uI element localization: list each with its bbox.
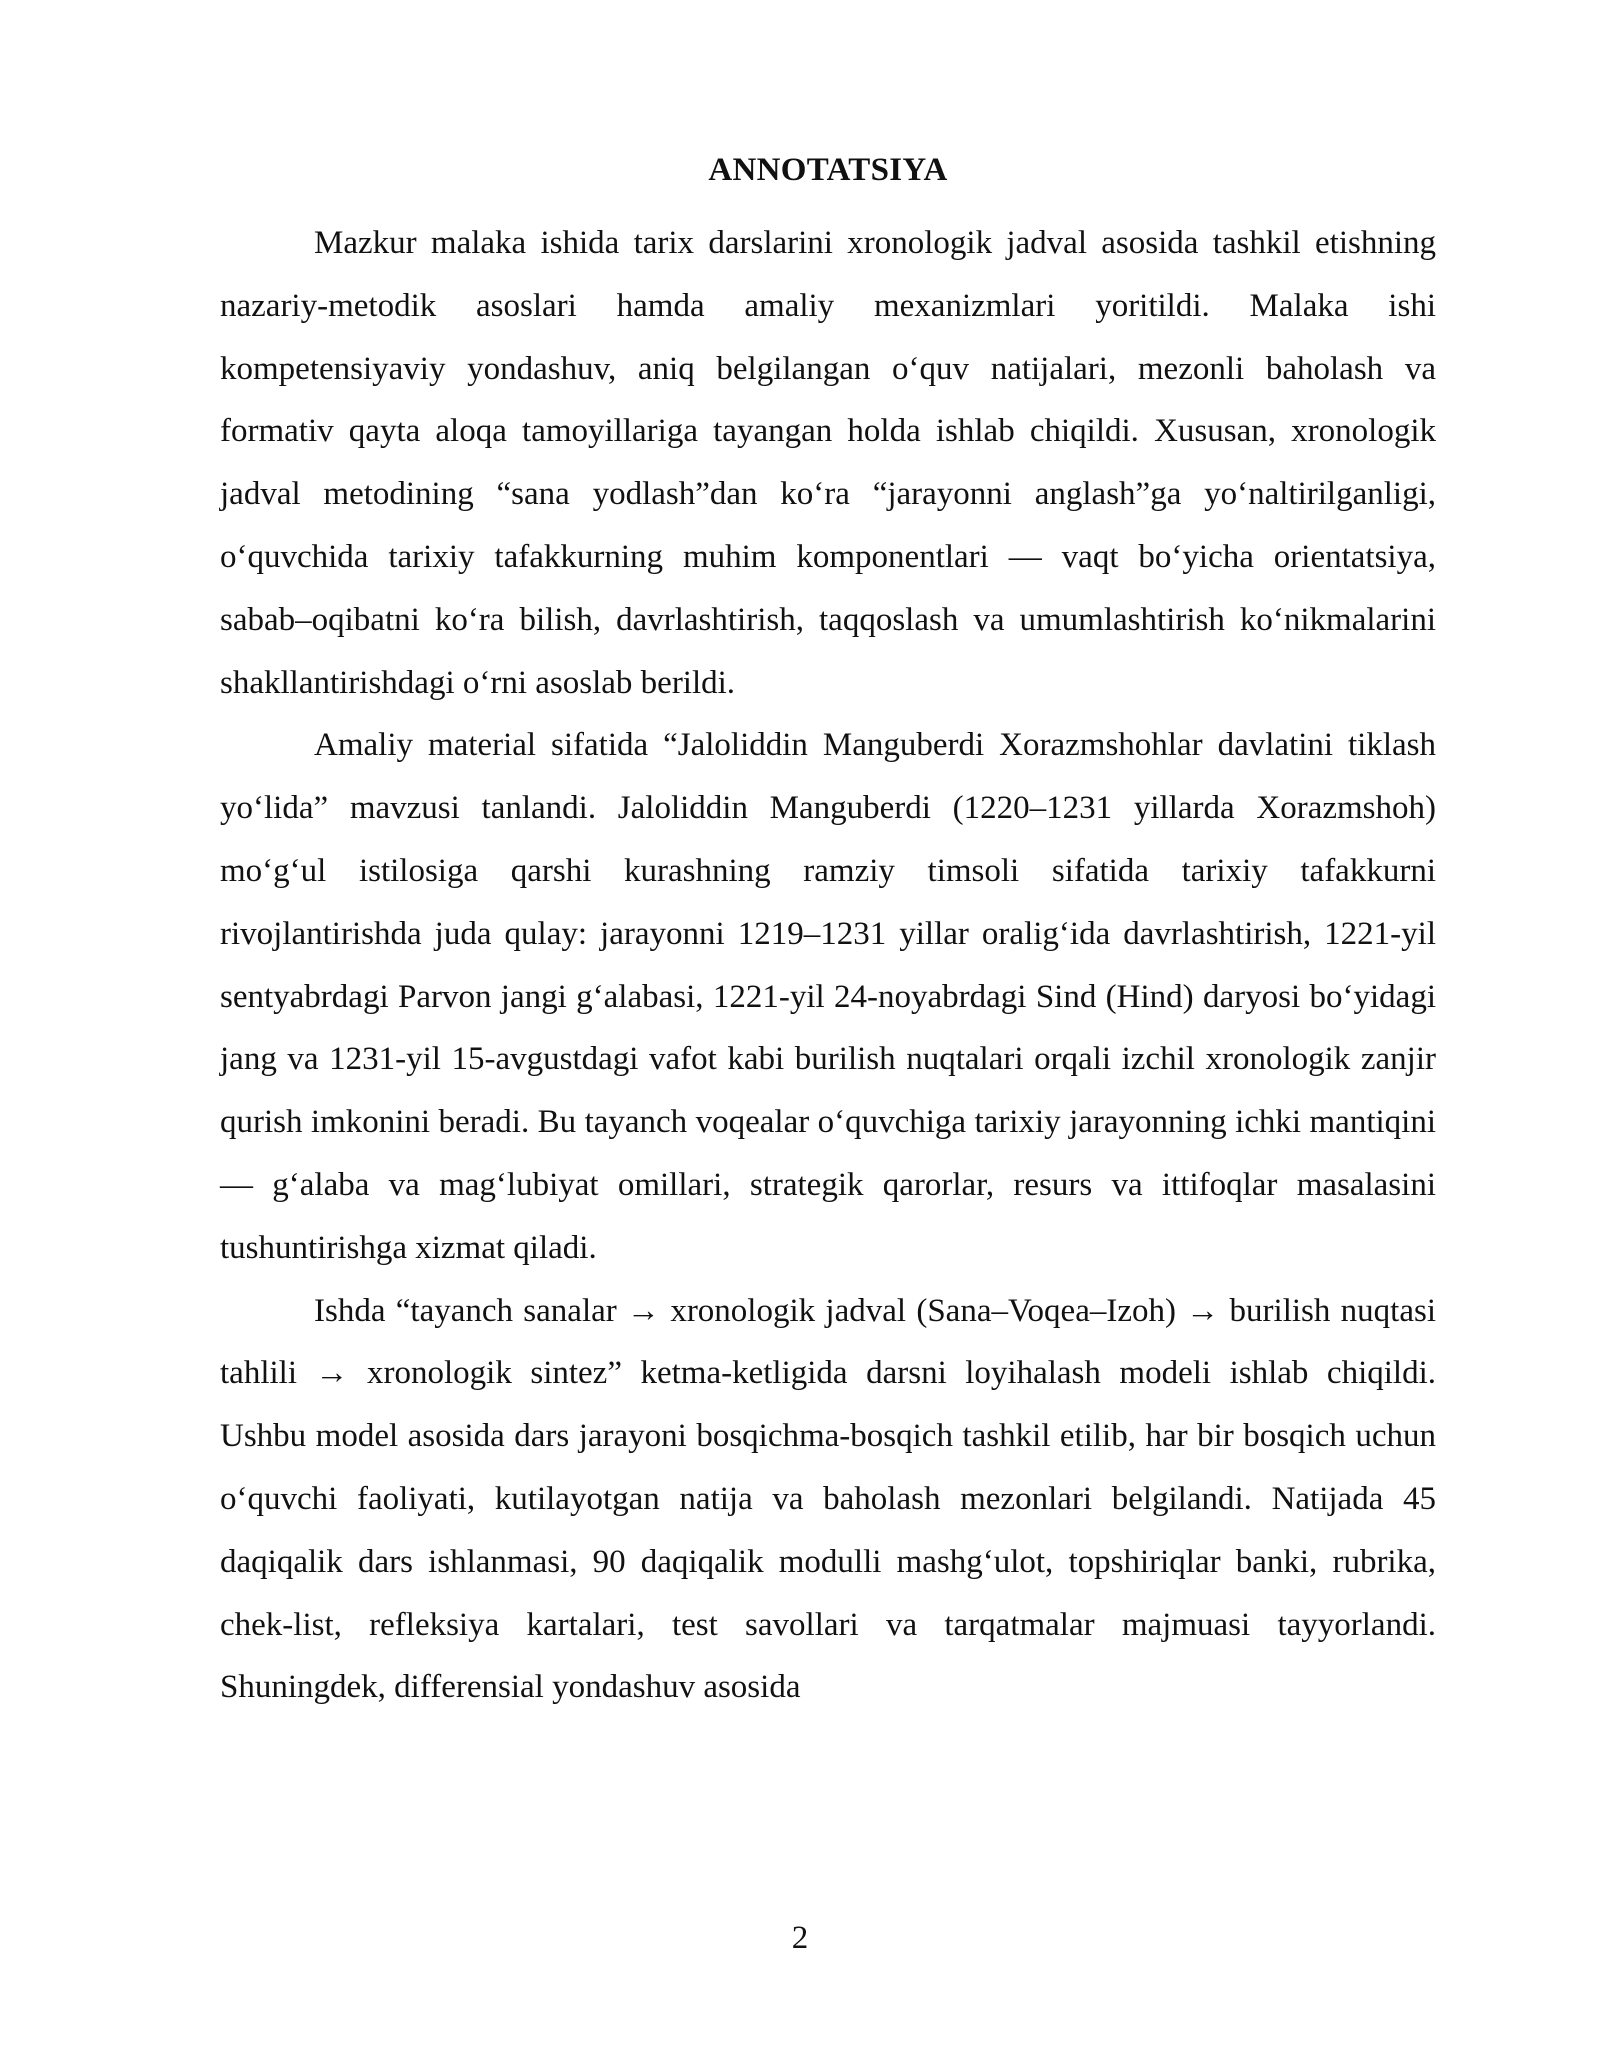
paragraph-1: Mazkur malaka ishida tarix darslarini xronologik jadval asosida tashkil etishning nazariy-metodik asoslari hamda amaliy mexanizmlari yoritildi. Malaka ishi kompetensiyaviy yondashuv, aniq belgilangan o‘quv natijalari, mezonli baholash va formativ qayta aloqa tamoyillariga tayangan holda ishlab chiqildi. Xususan, xronologik jadval metodining “sana yodlash”dan ko‘ra “jarayonni anglash”ga yo‘naltirilganligi, o‘quvchida tarixiy tafakkurning muhim komponentlari — vaqt bo‘yicha orientatsiya, sabab–oqibatni ko‘ra bilish, davrlashtirish, taqqoslash va umumlashtirish ko‘nikmalarini shakllantirishdagi o‘rni asoslab berildi.	[220, 225, 1436, 701]
paragraph-3: Ishda “tayanch sanalar → xronologik jadval (Sana–Voqea–Izoh) → burilish nuqtasi tahlili → xronologik sintez” ketma-ketligida darsni loyihalash modeli ishlab chiqildi. Ushbu model asosida dars jarayoni bosqichma-bosqich tashkil etilib, har bir bosqich uchun o‘quvchi faoliyati, kutilayotgan natija va baholash mezonlari belgilandi. Natijada 45 daqiqalik dars ishlanmasi, 90 daqiqalik modulli mashg‘ulot, topshiriqlar banki, rubrika, chek-list, refleksiya kartalari, test savollari va tarqatmalar majmuasi tayyorlandi. Shuningdek, differensial yondashuv asosida	[220, 1292, 1436, 1706]
paragraph-2: Amaliy material sifatida “Jaloliddin Manguberdi Xorazmshohlar davlatini tiklash yo‘lida” mavzusi tanlandi. Jaloliddin Manguberdi (1220–1231 yillarda Xorazmshoh) mo‘g‘ul istilosiga qarshi kurashning ramziy timsoli sifatida tarixiy tafakkurni rivojlantirishda juda qulay: jarayonni 1219–1231 yillar oralig‘ida davrlashtirish, 1221-yil sentyabrdagi Parvon jangi g‘alabasi, 1221-yil 24-noyabrdagi Sind (Hind) daryosi bo‘yidagi jang va 1231-yil 15-avgustdagi vafot kabi burilish nuqtalari orqali izchil xronologik zanjir qurish imkonini beradi. Bu tayanch voqealar o‘quvchiga tarixiy jarayonning ichki mantiqini — g‘alaba va mag‘lubiyat omillari, strategik qarorlar, resurs va ittifoqlar masalasini tushuntirishga xizmat qiladi.	[220, 727, 1436, 1266]
document-title: ANNOTATSIYA	[708, 152, 948, 188]
page-number: 2	[791, 1920, 809, 1956]
document-body	[220, 148, 1436, 1719]
